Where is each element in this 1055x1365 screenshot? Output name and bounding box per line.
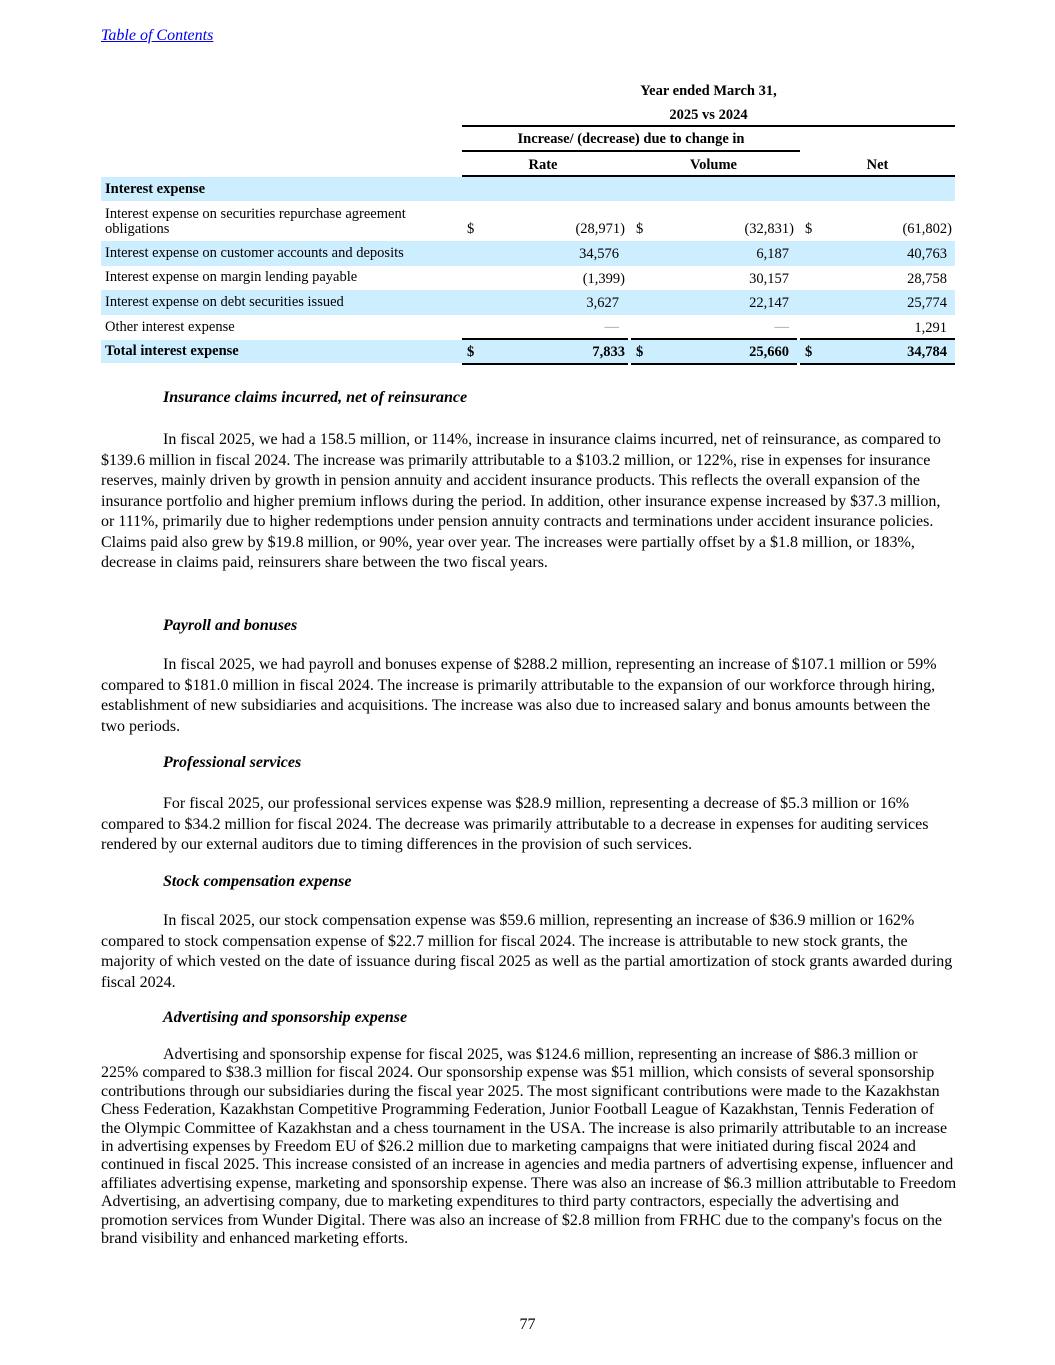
rate-value: (1,399) (582, 271, 625, 287)
volume-value: 22,147 (749, 295, 789, 311)
total-bottom-rule (800, 363, 955, 365)
group-rule (462, 150, 800, 152)
rate-value: 3,627 (586, 295, 619, 311)
table-row (101, 241, 955, 266)
total-label: Total interest expense (105, 343, 239, 359)
section-heading-advertising: Advertising and sponsorship expense (163, 1009, 408, 1026)
section-text-insurance-claims: In fiscal 2025, we had a 158.5 million, or 114%, increase in insurance claims incurred, net of reinsurance, as compared to $139.6 million in fiscal 2024. The increase was primarily attributable to a $103.2 million, or 122%, rise in expenses for insurance reserves, mainly driven by growth in pension annuity and accident insurance products. This reflects the overall expansion of the insurance portfolio and higher premium inflows during the period. In addition, other insurance expense increased by $37.3 million, or 111%, primarily due to higher redemptions under pension annuity contracts and terminations under accident insurance policies. Claims paid also grew by $19.8 million, or 90%, year over year. The increases were partially offset by a $1.8 million, or 183%, decrease in claims paid, reinsurers share between the two fiscal years. (101, 431, 941, 571)
row-label: Interest expense on debt securities issued (105, 294, 344, 310)
column-header-rate: Rate (528, 157, 558, 173)
section-text-professional-services: For fiscal 2025, our professional services expense was $28.9 million, representing a decrease of $5.3 million or 16% compared to $34.2 million for fiscal 2024. The decrease was primarily attributable to a decrease in expenses for auditing services rendered by our external auditors due to timing differences in the provision of such services. (101, 795, 929, 853)
net-value: 1,291 (914, 320, 947, 336)
rate-value: 34,576 (579, 246, 619, 262)
rate-value: (28,971) (575, 221, 625, 237)
volume-currency: $ (636, 344, 644, 360)
net-value: 25,774 (907, 295, 947, 311)
section-heading-payroll: Payroll and bonuses (163, 617, 298, 634)
total-bottom-rule (631, 363, 797, 365)
volume-value: (32,831) (744, 221, 794, 237)
volume-value: 6,187 (756, 246, 789, 262)
table-row (101, 266, 955, 290)
table-of-contents-link[interactable]: Table of Contents (101, 27, 214, 44)
volume-value: — (774, 319, 789, 335)
section-heading-insurance-claims: Insurance claims incurred, net of reinsurance (163, 389, 468, 406)
volume-currency: $ (636, 221, 644, 237)
table-row (101, 201, 955, 241)
column-header-net: Net (866, 157, 889, 173)
volume-total: 25,660 (749, 344, 789, 360)
table-section-row (101, 177, 955, 201)
rate-value: — (604, 319, 619, 335)
section-label: Interest expense (105, 181, 206, 197)
net-value: (61,802) (902, 221, 952, 237)
page-number: 77 (519, 1316, 536, 1333)
row-label: Other interest expense (105, 319, 235, 335)
table-header-group: Increase/ (decrease) due to change in (517, 131, 745, 147)
rate-currency: $ (467, 344, 475, 360)
net-value: 40,763 (907, 246, 947, 262)
section-text-payroll: In fiscal 2025, we had payroll and bonuses expense of $288.2 million, representing an increase of $107.1 million or 59% compared to $181.0 million in fiscal 2024. The increase is primarily attributable to the expansion of our workforce through hiring, establishment of new subsidiaries and acquisitions. The increase was also due to increased salary and bonus amounts between the two periods. (101, 656, 937, 735)
volume-value: 30,157 (749, 271, 789, 287)
net-total: 34,784 (907, 344, 947, 360)
row-label-line1: Interest expense on securities repurchase agreement (105, 206, 406, 222)
row-label: Interest expense on margin lending payable (105, 269, 358, 285)
table-row (101, 290, 955, 315)
total-bottom-rule (462, 363, 628, 365)
section-text-stock-compensation: In fiscal 2025, our stock compensation expense was $59.6 million, representing an increase of $36.9 million or 162% compared to stock compensation expense of $22.7 million for fiscal 2024. The increase is attributable to new stock grants, the majority of which vested on the date of issuance during fiscal 2025 as well as the partial amortization of stock grants awarded during fiscal 2024. (101, 912, 953, 991)
net-currency: $ (805, 221, 813, 237)
row-label: Interest expense on customer accounts and deposits (105, 245, 404, 261)
rate-total: 7,833 (592, 344, 625, 360)
net-value: 28,758 (907, 271, 947, 287)
column-header-volume: Volume (690, 157, 737, 173)
table-header-comparison: 2025 vs 2024 (669, 107, 748, 123)
table-header-period: Year ended March 31, (640, 83, 777, 99)
rate-currency: $ (467, 221, 475, 237)
header-rule (462, 125, 955, 127)
section-text-advertising: Advertising and sponsorship expense for fiscal 2025, was $124.6 million, representing an increase of $86.3 million or 225% compared to $38.3 million for fiscal 2024. Our sponsorship expense was $51 million, which consists of several sponsorship contributions through our subsidiaries during the fiscal year 2025. The most significant contributions were made to the Kazakhstan Chess Federation, Kazakhstan Competitive Programming Federation, Junior Football League of Kazakhstan, Tennis Federation of the Olympic Committee of Kazakhstan and a chess tournament in the USA. The increase is also primarily attributable to an increase in advertising expenses by Freedom EU of $26.2 million due to marketing campaigns that were initiated during fiscal 2024 and continued in fiscal 2025. This increase consisted of an increase in agencies and media partners of advertising expense, influencer and affiliates advertising expense, marketing and sponsorship expense. There was also an increase of $6.3 million attributable to Freedom Advertising, an advertising company, due to marketing expenditures to third party contractors, especially the advertising and promotion services from Wunder Digital. There was also an increase of $2.8 million from FRHC due to the company's focus on the brand visibility and enhanced marketing efforts. (101, 1046, 957, 1248)
section-heading-professional-services: Professional services (163, 754, 302, 771)
table-total-row (101, 340, 955, 363)
table-row (101, 315, 955, 339)
row-label-line2: obligations (105, 221, 170, 237)
section-heading-stock-compensation: Stock compensation expense (163, 873, 352, 890)
net-currency: $ (805, 344, 813, 360)
row-label (105, 207, 406, 237)
